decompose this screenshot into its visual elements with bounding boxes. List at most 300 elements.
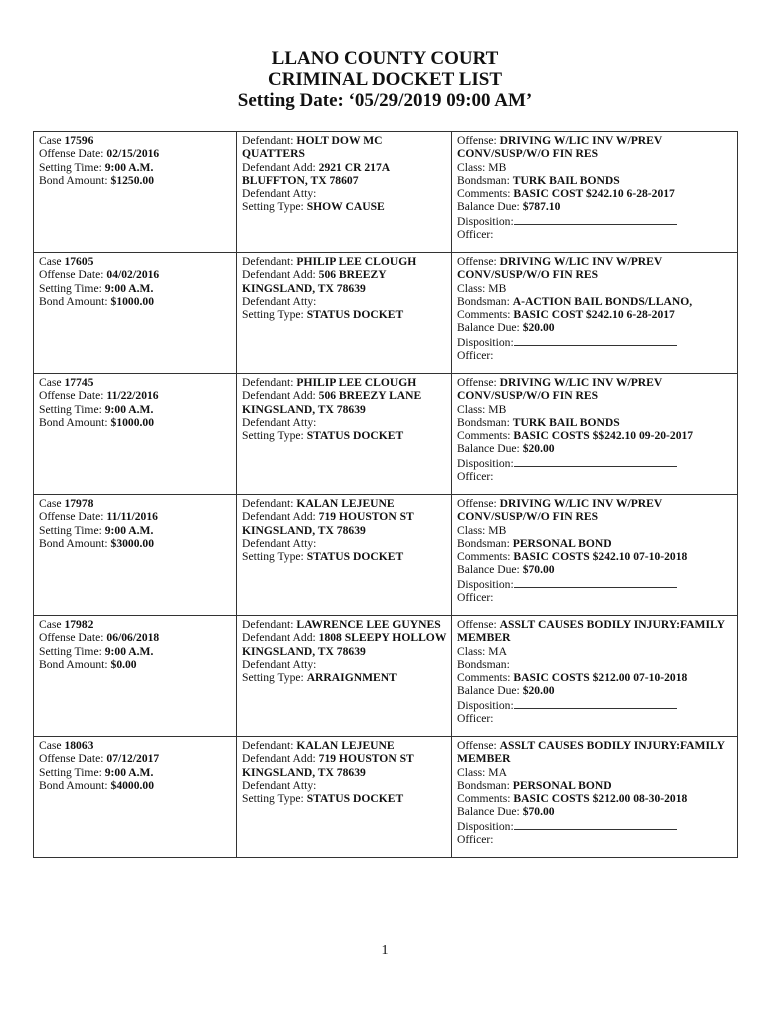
case-number-line (39, 739, 232, 752)
offense-label: Offense: (457, 497, 497, 510)
offense-text: DRIVING W/LIC INV W/PREV (499, 134, 663, 147)
case-info-cell (34, 495, 237, 616)
defendant-line (242, 376, 447, 389)
comments-text: BASIC COST $242.10 6-28-2017 (513, 308, 675, 322)
offense-date-line (39, 752, 232, 765)
setting-type: ARRAIGNMENT (306, 671, 397, 685)
defendant-address: 719 HOUSTON ST (318, 752, 414, 766)
offense-text-cont: MEMBER (457, 631, 511, 645)
defendant-address-label: Defendant Add: (242, 752, 316, 766)
defendant-line (242, 618, 447, 631)
defendant-atty-line (242, 295, 447, 308)
bond-amount-label: Bond Amount: (39, 657, 108, 671)
bond-amount: $0.00 (110, 657, 137, 671)
bond-amount-label: Bond Amount: (39, 173, 108, 187)
officer-label: Officer: (457, 470, 494, 484)
defendant-atty-label: Defendant Atty: (242, 415, 317, 429)
defendant-line (242, 134, 447, 147)
case-number-line (39, 134, 232, 147)
defendant-atty-label: Defendant Atty: (242, 657, 317, 671)
defendant-atty-line (242, 187, 447, 200)
defendant-name: PHILIP LEE CLOUGH (296, 376, 417, 389)
offense-line (457, 255, 733, 268)
class-line (457, 645, 733, 658)
offense-line-2 (457, 147, 733, 160)
balance-due-label: Balance Due: (457, 442, 520, 456)
defendant-address-line (242, 510, 447, 523)
setting-time: 9:00 A.M. (104, 523, 154, 537)
defendant-address-label: Defendant Add: (242, 510, 316, 524)
defendant-label: Defendant: (242, 739, 294, 752)
offense-label: Offense: (457, 134, 497, 147)
defendant-address-label: Defendant Add: (242, 389, 316, 403)
comments-label: Comments: (457, 308, 511, 322)
offense-line (457, 618, 733, 631)
docket-row (34, 495, 738, 616)
defendant-label: Defendant: (242, 255, 294, 268)
setting-type-label: Setting Type: (242, 671, 304, 685)
case-info-cell (34, 374, 237, 495)
disposition-label: Disposition: (457, 335, 514, 349)
defendant-city-line (242, 524, 447, 537)
comments-text: BASIC COSTS $212.00 07-10-2018 (513, 671, 688, 685)
offense-date-label: Offense Date: (39, 510, 104, 524)
offense-label: Offense: (457, 739, 497, 752)
bondsman-line (457, 658, 733, 671)
defendant-cell (237, 737, 452, 858)
bond-amount-line (39, 174, 232, 187)
disposition-blank (514, 577, 677, 588)
offense-label: Offense: (457, 255, 497, 268)
offense-line-2 (457, 389, 733, 402)
comments-line (457, 429, 733, 442)
defendant-city: KINGSLAND, TX 78639 (242, 644, 366, 658)
defendant-city-line (242, 645, 447, 658)
setting-type-label: Setting Type: (242, 550, 304, 564)
bondsman-name: PERSONAL BOND (512, 536, 612, 550)
defendant-name: PHILIP LEE CLOUGH (296, 255, 417, 268)
defendant-line (242, 497, 447, 510)
case-info-cell (34, 253, 237, 374)
balance-due-line (457, 805, 733, 818)
defendant-address: 2921 CR 217A (318, 160, 391, 174)
balance-due-label: Balance Due: (457, 321, 520, 335)
setting-type-line (242, 671, 447, 684)
defendant-line (242, 739, 447, 752)
balance-due: $20.00 (522, 442, 555, 456)
defendant-atty-line (242, 537, 447, 550)
case-number-line (39, 255, 232, 268)
setting-type: STATUS DOCKET (306, 550, 404, 564)
offense-cell (452, 374, 738, 495)
offense-date-line (39, 510, 232, 523)
setting-time-label: Setting Time: (39, 402, 102, 416)
class-value: MB (488, 281, 507, 295)
setting-time: 9:00 A.M. (104, 765, 154, 779)
offense-line-2 (457, 752, 733, 765)
setting-time: 9:00 A.M. (104, 644, 154, 658)
defendant-atty-label: Defendant Atty: (242, 187, 317, 201)
setting-type: SHOW CAUSE (306, 200, 385, 214)
class-label: Class: (457, 160, 486, 174)
class-line (457, 524, 733, 537)
case-number: 17745 (64, 376, 94, 389)
comments-line (457, 308, 733, 321)
bond-amount-line (39, 416, 232, 429)
setting-type-line (242, 308, 447, 321)
class-value: MB (488, 523, 507, 537)
bondsman-line (457, 295, 733, 308)
disposition-blank (514, 214, 677, 225)
class-value: MB (488, 160, 507, 174)
offense-line (457, 376, 733, 389)
balance-due-label: Balance Due: (457, 200, 520, 214)
bond-amount-line (39, 658, 232, 671)
balance-due-line (457, 684, 733, 697)
offense-line-2 (457, 268, 733, 281)
defendant-label: Defendant: (242, 618, 294, 631)
defendant-address: 506 BREEZY (318, 268, 387, 282)
defendant-line (242, 255, 447, 268)
disposition-line (457, 577, 733, 591)
defendant-atty-line (242, 416, 447, 429)
officer-line (457, 470, 733, 483)
defendant-name: LAWRENCE LEE GUYNES (296, 618, 441, 631)
setting-type-line (242, 792, 447, 805)
setting-type: STATUS DOCKET (306, 792, 404, 806)
comments-line (457, 792, 733, 805)
setting-type-label: Setting Type: (242, 200, 304, 214)
defendant-city: KINGSLAND, TX 78639 (242, 523, 366, 537)
comments-line (457, 671, 733, 684)
balance-due: $70.00 (522, 563, 555, 577)
docket-header (0, 48, 770, 111)
bond-amount-label: Bond Amount: (39, 415, 108, 429)
comments-label: Comments: (457, 792, 511, 806)
case-number-line (39, 497, 232, 510)
setting-time-label: Setting Time: (39, 644, 102, 658)
docket-row (34, 737, 738, 858)
bond-amount: $1000.00 (110, 415, 154, 429)
bondsman-line (457, 174, 733, 187)
defendant-cell (237, 374, 452, 495)
bondsman-line (457, 416, 733, 429)
disposition-label: Disposition: (457, 214, 514, 228)
officer-label: Officer: (457, 833, 494, 847)
bondsman-name: A-ACTION BAIL BONDS/LLANO, (512, 294, 693, 308)
disposition-blank (514, 819, 677, 830)
offense-date: 11/11/2016 (106, 510, 158, 524)
offense-cell (452, 616, 738, 737)
bondsman-label: Bondsman: (457, 294, 510, 308)
defendant-name-cont: QUATTERS (242, 147, 305, 161)
offense-cell (452, 495, 738, 616)
balance-due-label: Balance Due: (457, 684, 520, 698)
offense-label: Offense: (457, 618, 497, 631)
defendant-address-label: Defendant Add: (242, 631, 316, 645)
bondsman-name: TURK BAIL BONDS (512, 415, 620, 429)
officer-label: Officer: (457, 712, 494, 726)
page-number: 1 (381, 943, 389, 958)
balance-due-line (457, 200, 733, 213)
comments-label: Comments: (457, 187, 511, 201)
defendant-city: BLUFFTON, TX 78607 (242, 173, 359, 187)
setting-type-line (242, 200, 447, 213)
defendant-address-line (242, 752, 447, 765)
comments-label: Comments: (457, 550, 511, 564)
offense-text: ASSLT CAUSES BODILY INJURY:FAMILY (499, 739, 726, 752)
defendant-atty-line (242, 658, 447, 671)
class-label: Class: (457, 402, 486, 416)
class-line (457, 403, 733, 416)
setting-time-label: Setting Time: (39, 281, 102, 295)
class-line (457, 282, 733, 295)
offense-text: ASSLT CAUSES BODILY INJURY:FAMILY (499, 618, 726, 631)
offense-text-cont: CONV/SUSP/W/O FIN RES (457, 268, 599, 282)
balance-due: $20.00 (522, 321, 555, 335)
defendant-address: 1808 SLEEPY HOLLOW (318, 631, 447, 645)
bond-amount-line (39, 779, 232, 792)
case-label: Case (39, 497, 62, 510)
officer-line (457, 349, 733, 362)
offense-date-label: Offense Date: (39, 147, 104, 161)
offense-date-line (39, 147, 232, 160)
setting-type-label: Setting Type: (242, 792, 304, 806)
case-label: Case (39, 134, 62, 147)
defendant-atty-label: Defendant Atty: (242, 778, 317, 792)
class-value: MA (488, 644, 507, 658)
comments-label: Comments: (457, 671, 511, 685)
offense-date-line (39, 268, 232, 281)
bondsman-label: Bondsman: (457, 415, 510, 429)
disposition-label: Disposition: (457, 819, 514, 833)
officer-line (457, 833, 733, 846)
defendant-city-line (242, 403, 447, 416)
docket-table (33, 131, 738, 858)
bond-amount: $4000.00 (110, 778, 154, 792)
offense-label: Offense: (457, 376, 497, 389)
setting-time-line (39, 524, 232, 537)
officer-line (457, 591, 733, 604)
balance-due-line (457, 321, 733, 334)
bondsman-label: Bondsman: (457, 657, 510, 671)
defendant-address-label: Defendant Add: (242, 268, 316, 282)
defendant-address-line (242, 631, 447, 644)
offense-cell (452, 132, 738, 253)
setting-time-label: Setting Time: (39, 160, 102, 174)
comments-line (457, 187, 733, 200)
comments-line (457, 550, 733, 563)
disposition-label: Disposition: (457, 698, 514, 712)
bondsman-label: Bondsman: (457, 778, 510, 792)
bond-amount: $1250.00 (110, 173, 154, 187)
defendant-city-line (242, 174, 447, 187)
docket-row (34, 616, 738, 737)
case-info-cell (34, 616, 237, 737)
defendant-address-line (242, 161, 447, 174)
defendant-cell (237, 253, 452, 374)
comments-label: Comments: (457, 429, 511, 443)
defendant-city: KINGSLAND, TX 78639 (242, 402, 366, 416)
court-name: LLANO COUNTY COURT (271, 48, 499, 69)
disposition-line (457, 335, 733, 349)
defendant-address: 719 HOUSTON ST (318, 510, 414, 524)
defendant-name: KALAN LEJEUNE (296, 739, 395, 752)
offense-cell (452, 737, 738, 858)
setting-time: 9:00 A.M. (104, 160, 154, 174)
offense-line (457, 134, 733, 147)
offense-date: 11/22/2016 (106, 389, 159, 403)
docket-row (34, 253, 738, 374)
offense-date: 02/15/2016 (106, 147, 160, 161)
case-info-cell (34, 737, 237, 858)
balance-due-line (457, 442, 733, 455)
setting-type-line (242, 429, 447, 442)
officer-label: Officer: (457, 591, 494, 605)
case-label: Case (39, 618, 62, 631)
case-number-line (39, 376, 232, 389)
defendant-address-label: Defendant Add: (242, 160, 316, 174)
offense-text-cont: CONV/SUSP/W/O FIN RES (457, 389, 599, 403)
bond-amount-line (39, 295, 232, 308)
setting-type: STATUS DOCKET (306, 429, 404, 443)
balance-due: $70.00 (522, 805, 555, 819)
class-line (457, 161, 733, 174)
defendant-address-line (242, 389, 447, 402)
defendant-label: Defendant: (242, 134, 294, 147)
defendant-name: KALAN LEJEUNE (296, 497, 395, 510)
defendant-city: KINGSLAND, TX 78639 (242, 281, 366, 295)
balance-due: $787.10 (522, 200, 561, 214)
offense-text: DRIVING W/LIC INV W/PREV (499, 376, 663, 389)
case-number-line (39, 618, 232, 631)
defendant-cell (237, 132, 452, 253)
disposition-line (457, 819, 733, 833)
balance-due-label: Balance Due: (457, 563, 520, 577)
setting-time: 9:00 A.M. (104, 402, 154, 416)
offense-text-cont: MEMBER (457, 752, 511, 766)
offense-date-line (39, 389, 232, 402)
bond-amount: $1000.00 (110, 294, 154, 308)
setting-time-line (39, 282, 232, 295)
setting-time-line (39, 766, 232, 779)
setting-time-line (39, 161, 232, 174)
bondsman-label: Bondsman: (457, 536, 510, 550)
offense-date-label: Offense Date: (39, 631, 104, 645)
setting-time-line (39, 403, 232, 416)
class-label: Class: (457, 765, 486, 779)
bondsman-label: Bondsman: (457, 173, 510, 187)
document-title: CRIMINAL DOCKET LIST (267, 69, 503, 90)
defendant-city: KINGSLAND, TX 78639 (242, 765, 366, 779)
offense-date: 04/02/2016 (106, 268, 160, 282)
disposition-label: Disposition: (457, 577, 514, 591)
docket-row (34, 132, 738, 253)
case-number: 17596 (64, 134, 94, 147)
defendant-address-line (242, 268, 447, 281)
defendant-cell (237, 616, 452, 737)
bondsman-line (457, 779, 733, 792)
setting-time-label: Setting Time: (39, 523, 102, 537)
offense-cell (452, 253, 738, 374)
setting-time-label: Setting Time: (39, 765, 102, 779)
comments-text: BASIC COST $242.10 6-28-2017 (513, 187, 675, 201)
bond-amount-label: Bond Amount: (39, 294, 108, 308)
balance-due-label: Balance Due: (457, 805, 520, 819)
disposition-blank (514, 456, 677, 467)
setting-time-line (39, 645, 232, 658)
case-label: Case (39, 739, 62, 752)
class-value: MA (488, 765, 507, 779)
offense-date-label: Offense Date: (39, 389, 104, 403)
disposition-line (457, 214, 733, 228)
defendant-atty-label: Defendant Atty: (242, 536, 317, 550)
offense-line (457, 497, 733, 510)
offense-text-cont: CONV/SUSP/W/O FIN RES (457, 510, 599, 524)
comments-text: BASIC COSTS $242.10 07-10-2018 (513, 550, 688, 564)
case-number: 17605 (64, 255, 94, 268)
bondsman-name: PERSONAL BOND (512, 778, 612, 792)
offense-date: 07/12/2017 (106, 752, 160, 766)
bondsman-line (457, 537, 733, 550)
bond-amount: $3000.00 (110, 536, 154, 550)
offense-line-2 (457, 631, 733, 644)
offense-date-label: Offense Date: (39, 752, 104, 766)
disposition-label: Disposition: (457, 456, 514, 470)
docket-row (34, 374, 738, 495)
defendant-atty-line (242, 779, 447, 792)
setting-time: 9:00 A.M. (104, 281, 154, 295)
case-label: Case (39, 376, 62, 389)
comments-text: BASIC COSTS $212.00 08-30-2018 (513, 792, 688, 806)
bond-amount-label: Bond Amount: (39, 778, 108, 792)
offense-date: 06/06/2018 (106, 631, 160, 645)
class-line (457, 766, 733, 779)
officer-line (457, 712, 733, 725)
class-label: Class: (457, 281, 486, 295)
setting-type-label: Setting Type: (242, 308, 304, 322)
setting-date: Setting Date: ‘05/29/2019 09:00 AM’ (237, 90, 533, 111)
defendant-label: Defendant: (242, 497, 294, 510)
bondsman-name: TURK BAIL BONDS (512, 173, 620, 187)
balance-due-line (457, 563, 733, 576)
defendant-city-line (242, 766, 447, 779)
case-number: 17978 (64, 497, 94, 510)
balance-due: $20.00 (522, 684, 555, 698)
offense-text: DRIVING W/LIC INV W/PREV (499, 255, 663, 268)
bond-amount-line (39, 537, 232, 550)
defendant-address: 506 BREEZY LANE (318, 389, 422, 403)
setting-type: STATUS DOCKET (306, 308, 404, 322)
disposition-line (457, 698, 733, 712)
class-label: Class: (457, 644, 486, 658)
offense-line (457, 739, 733, 752)
disposition-line (457, 456, 733, 470)
defendant-name: HOLT DOW MC (296, 134, 383, 147)
comments-text: BASIC COSTS $$242.10 09-20-2017 (513, 429, 694, 443)
offense-line-2 (457, 510, 733, 523)
class-value: MB (488, 402, 507, 416)
case-label: Case (39, 255, 62, 268)
officer-label: Officer: (457, 228, 494, 242)
case-number: 18063 (64, 739, 94, 752)
case-info-cell (34, 132, 237, 253)
offense-text: DRIVING W/LIC INV W/PREV (499, 497, 663, 510)
defendant-atty-label: Defendant Atty: (242, 294, 317, 308)
setting-type-label: Setting Type: (242, 429, 304, 443)
disposition-blank (514, 698, 677, 709)
offense-text-cont: CONV/SUSP/W/O FIN RES (457, 147, 599, 161)
